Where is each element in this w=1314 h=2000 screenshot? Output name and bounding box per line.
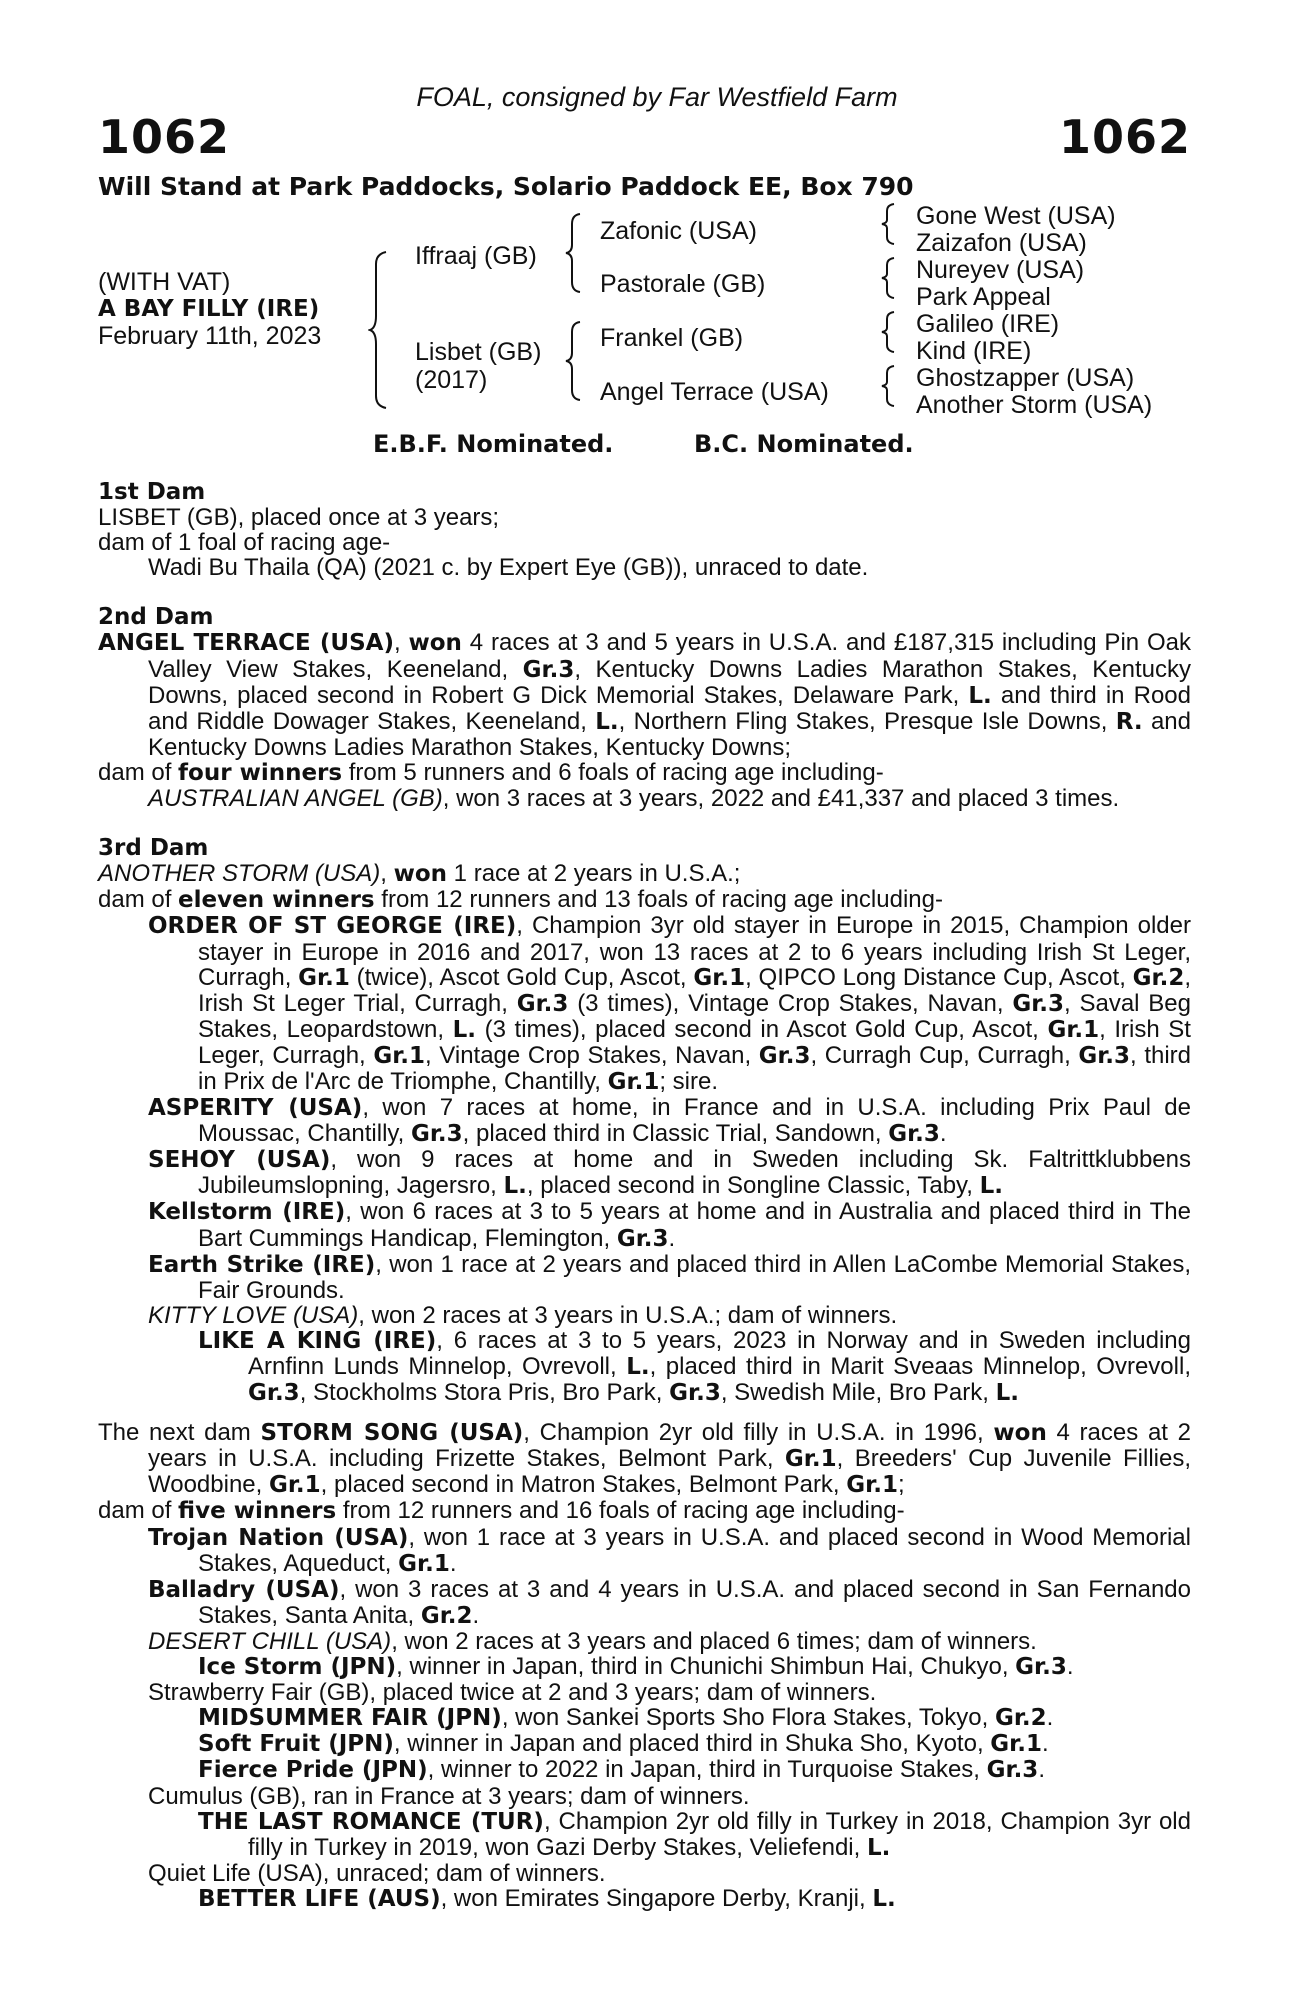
text-run: , winner in Japan and placed third in Shuka Sho, Kyoto, xyxy=(393,1730,991,1758)
second-dam-produce xyxy=(98,786,1191,811)
text-run: ; sire. xyxy=(659,1067,719,1095)
bold-text-run: Kellstorm (IRE) xyxy=(148,1199,346,1226)
bold-text-run: L. xyxy=(979,1173,1004,1200)
bold-text-run: Gr.2 xyxy=(420,1602,473,1629)
text-run: , Irish St Leger, Curragh, xyxy=(198,1015,1191,1069)
pedigree-dam-sire: Frankel (GB) xyxy=(600,324,744,352)
text-run: , won 3 races at 3 years, 2022 and £41,337 and placed 3 times. xyxy=(442,785,1120,813)
record-paragraph xyxy=(98,1303,1191,1328)
record-paragraph xyxy=(98,1654,1191,1680)
bold-text-run: ANGEL TERRACE (USA) xyxy=(98,630,394,657)
record-paragraph xyxy=(98,913,1191,1095)
pedigree-ggd-2: Park Appeal xyxy=(916,283,1051,311)
lot-number-right: 1062 xyxy=(1058,110,1191,164)
bold-text-run: Ice Storm (JPN) xyxy=(198,1654,397,1681)
record-paragraph xyxy=(98,1525,1191,1577)
bold-text-run: Gr.3 xyxy=(522,656,575,683)
text-run: Quiet Life (USA), unraced; dam of winners. xyxy=(148,1859,606,1887)
text-run: 4 races at 2 years in U.S.A. including Frizette Stakes, Belmont Park, xyxy=(148,1419,1191,1473)
bold-text-run: Soft Fruit (JPN) xyxy=(198,1731,394,1758)
first-dam-line: LISBET (GB), placed once at 3 years; xyxy=(98,504,500,532)
italic-text-run: ANOTHER STORM (USA) xyxy=(98,860,381,888)
text-run: , xyxy=(380,860,394,888)
consignment-line: FOAL, consigned by Far Westfield Farm xyxy=(416,82,898,112)
brace-angel-terrace xyxy=(880,364,898,408)
text-run: , Irish St Leger Trial, Curragh, xyxy=(198,963,1192,1017)
bold-text-run: Gr.1 xyxy=(1047,1016,1100,1043)
record-paragraph xyxy=(98,1199,1191,1251)
bold-text-run: Gr.3 xyxy=(1078,1042,1131,1069)
bold-text-run: L. xyxy=(452,1016,477,1043)
bold-text-run: LIKE A KING (IRE) xyxy=(198,1327,437,1354)
text-run: The next dam xyxy=(98,1419,261,1447)
text-run: dam of xyxy=(98,1497,179,1525)
bold-text-run: Gr.3 xyxy=(1015,1654,1067,1681)
brace-dam-parents xyxy=(564,320,584,402)
text-run: 1 race at 2 years in U.S.A.; xyxy=(447,860,741,888)
text-run: , won Sankei Sports Sho Flora Stakes, Tokyo, xyxy=(501,1704,995,1732)
text-run: from 12 runners and 13 foals of racing age including- xyxy=(374,886,943,914)
record-paragraph xyxy=(98,1705,1191,1731)
bold-text-run: Gr.3 xyxy=(248,1380,300,1407)
text-run: , won 9 races at home and in Sweden including Sk. Faltrittklubbens Jubileumslopning, Jagersro, xyxy=(198,1146,1191,1200)
bold-text-run: won xyxy=(993,1420,1047,1447)
italic-text-run: KITTY LOVE (USA) xyxy=(148,1301,359,1329)
text-run: , won 1 race at 3 years in U.S.A. and placed second in Wood Memorial Stakes, Aqueduct, xyxy=(198,1523,1191,1577)
italic-text-run: DESERT CHILL (USA) xyxy=(148,1627,392,1655)
text-run: ; xyxy=(897,1471,905,1499)
bold-text-run: Earth Strike (IRE) xyxy=(148,1251,376,1278)
pedigree-ggs-3: Galileo (IRE) xyxy=(916,310,1060,338)
text-run: , winner in Japan, third in Chunichi Shimbun Hai, Chukyo, xyxy=(396,1653,1016,1681)
text-run: . xyxy=(1046,1704,1054,1732)
third-dam-heading: 3rd Dam xyxy=(98,835,209,862)
text-run: , Breeders' Cup Juvenile Fillies, Woodbine, xyxy=(148,1445,1191,1499)
record-paragraph xyxy=(98,1252,1191,1303)
second-dam-heading: 2nd Dam xyxy=(98,604,214,631)
bold-text-run: Gr.2 xyxy=(1132,964,1185,991)
bold-text-run: Gr.3 xyxy=(758,1042,811,1069)
bold-text-run: Gr.1 xyxy=(298,964,350,991)
text-run: . xyxy=(449,1549,457,1577)
bold-text-run: Gr.1 xyxy=(373,1042,426,1069)
text-run: , won 3 races at 3 and 4 years in U.S.A. and placed second in San Fernando Stakes, Santa Anita, xyxy=(198,1575,1191,1629)
text-run: from 5 runners and 6 foals of racing age including- xyxy=(342,758,884,786)
text-run: , Swedish Mile, Bro Park, xyxy=(720,1379,996,1407)
text-run: , won 1 race at 2 years and placed third in Allen LaCombe Memorial Stakes, Fair Grounds. xyxy=(198,1250,1191,1304)
text-run: , Champion 2yr old filly in Turkey in 2018, Champion 3yr old filly in Turkey in 2019, won Gazi Derby Stakes, Veliefendi, xyxy=(248,1807,1191,1861)
text-run: , Stockholms Stora Pris, Bro Park, xyxy=(299,1379,670,1407)
text-run: (3 times), Vintage Crop Stakes, Navan, xyxy=(568,989,1013,1017)
text-run: , won Emirates Singapore Derby, Kranji, xyxy=(440,1884,873,1912)
ebf-nomination: E.B.F. Nominated. xyxy=(373,430,614,458)
pedigree-dam-year: (2017) xyxy=(415,366,488,394)
record-paragraph xyxy=(98,1420,1191,1498)
text-run: , Kentucky Downs Ladies Marathon Stakes, Kentucky Downs, placed second in Robert G Dick Memorial Stakes, Delaware Park, xyxy=(148,655,1191,709)
bold-text-run: Gr.1 xyxy=(607,1068,660,1095)
record-paragraph xyxy=(98,1757,1191,1783)
text-run: (twice), Ascot Gold Cup, Ascot, xyxy=(349,963,694,991)
text-run: , won 6 races at 3 to 5 years at home and in Australia and placed third in The Bart Cummings Handicap, Flemington, xyxy=(198,1198,1192,1252)
text-run: (3 times), placed second in Ascot Gold Cup, Ascot, xyxy=(476,1015,1048,1043)
bold-text-run: R. xyxy=(1115,708,1143,735)
second-dam-record xyxy=(98,630,1191,759)
text-run: from 12 runners and 16 foals of racing age including- xyxy=(336,1497,905,1525)
record-paragraph xyxy=(98,1629,1191,1654)
record-paragraph xyxy=(98,1680,1191,1705)
text-run: , Saval Beg Stakes, Leopardstown, xyxy=(198,989,1191,1043)
brace-frankel xyxy=(880,310,898,354)
text-run: , won 2 races at 3 years and placed 6 times; dam of winners. xyxy=(391,1627,1037,1655)
bold-text-run: Balladry (USA) xyxy=(148,1576,340,1603)
text-run: . xyxy=(668,1224,676,1252)
record-paragraph xyxy=(98,1498,1191,1524)
vat-note: (WITH VAT) xyxy=(98,268,231,296)
text-run: , winner to 2022 in Japan, third in Turquoise Stakes, xyxy=(427,1756,987,1784)
text-run: , Vintage Crop Stakes, Navan, xyxy=(425,1041,759,1069)
next-dam-paragraphs xyxy=(98,1420,1191,1912)
stand-location: Will Stand at Park Paddocks, Solario Paddock EE, Box 790 xyxy=(98,172,914,201)
brace-zafonic xyxy=(880,202,898,246)
text-run: , won 2 races at 3 years in U.S.A.; dam of winners. xyxy=(358,1301,898,1329)
text-run: , xyxy=(393,629,409,657)
text-run: dam of xyxy=(98,758,179,786)
text-run: Cumulus (GB), ran in France at 3 years; dam of winners. xyxy=(148,1782,750,1810)
bold-text-run: Trojan Nation (USA) xyxy=(148,1524,409,1551)
pedigree-sire-dam: Pastorale (GB) xyxy=(600,270,766,298)
record-paragraph xyxy=(98,1784,1191,1809)
record-paragraph xyxy=(98,1577,1191,1629)
pedigree-ggd-4: Another Storm (USA) xyxy=(916,391,1153,419)
pedigree-ggd-1: Zaizafon (USA) xyxy=(916,229,1087,257)
text-run: 4 races at 3 and 5 years in U.S.A. and £187,315 including Pin Oak Valley View Stakes, Keeneland, xyxy=(148,629,1191,683)
bold-text-run: ASPERITY (USA) xyxy=(148,1095,363,1122)
text-run: . xyxy=(472,1601,480,1629)
record-paragraph xyxy=(98,1861,1191,1886)
bold-text-run: ORDER OF ST GEORGE (IRE) xyxy=(148,913,517,940)
bold-text-run: Gr.3 xyxy=(669,1380,721,1407)
record-paragraph xyxy=(98,861,1191,887)
text-run: , QIPCO Long Distance Cup, Ascot, xyxy=(745,963,1133,991)
second-dam-summary xyxy=(98,760,1191,786)
bold-text-run: Gr.1 xyxy=(990,1731,1042,1758)
text-run: , won 7 races at home, in France and in U.S.A. including Prix Paul de Moussac, Chantilly, xyxy=(198,1094,1191,1148)
bold-text-run: Gr.3 xyxy=(888,1121,940,1148)
bold-text-run: Gr.1 xyxy=(846,1472,898,1499)
pedigree-ggs-2: Nureyev (USA) xyxy=(916,256,1085,284)
text-run: , Champion 3yr old stayer in Europe in 2015, Champion older stayer in Europe in 2016 and 2017, won 13 races at 2 to 6 years including Irish St Leger, Curragh, xyxy=(198,912,1191,991)
text-run: , placed third in Marit Sveaas Minnelop, Ovrevoll, xyxy=(649,1353,1191,1380)
bold-text-run: won xyxy=(393,861,448,888)
text-run: and Kentucky Downs Ladies Marathon Stakes, Kentucky Downs; xyxy=(148,707,1191,761)
bold-text-run: Gr.1 xyxy=(268,1472,321,1499)
pedigree-ggs-1: Gone West (USA) xyxy=(916,202,1116,230)
bold-text-run: L. xyxy=(626,1354,650,1380)
italic-text-run: AUSTRALIAN ANGEL (GB) xyxy=(148,785,443,813)
pedigree-sire-sire: Zafonic (USA) xyxy=(600,217,757,245)
bold-text-run: L. xyxy=(995,1380,1019,1407)
first-dam-heading: 1st Dam xyxy=(98,479,206,505)
text-run: , placed second in Songline Classic, Taby, xyxy=(526,1172,980,1200)
first-dam-produce: Wadi Bu Thaila (QA) (2021 c. by Expert Eye (GB)), unraced to date. xyxy=(148,554,869,582)
record-paragraph xyxy=(98,1328,1191,1406)
bold-text-run: Gr.2 xyxy=(994,1705,1047,1732)
bold-text-run: L. xyxy=(872,1885,896,1912)
bold-text-run: eleven winners xyxy=(178,887,375,914)
pedigree-sire: Iffraaj (GB) xyxy=(415,242,537,270)
bold-text-run: Gr.1 xyxy=(398,1550,450,1577)
text-run: Strawberry Fair (GB), placed twice at 2 and 3 years; dam of winners. xyxy=(148,1679,877,1707)
bold-text-run: MIDSUMMER FAIR (JPN) xyxy=(198,1705,502,1732)
bold-text-run: five winners xyxy=(178,1498,337,1525)
pedigree-dam: Lisbet (GB) xyxy=(415,338,542,366)
record-paragraph xyxy=(98,887,1191,913)
text-run: , placed second in Matron Stakes, Belmont Park, xyxy=(320,1471,847,1499)
pedigree-ggd-3: Kind (IRE) xyxy=(916,337,1032,365)
bold-text-run: Gr.3 xyxy=(410,1121,463,1148)
bold-text-run: L. xyxy=(503,1173,527,1200)
bold-text-run: L. xyxy=(968,682,992,709)
text-run: , Northern Fling Stakes, Presque Isle Downs, xyxy=(618,707,1116,735)
text-run: , 6 races at 3 to 5 years, 2023 in Norway and in Sweden including Arnfinn Lunds Minnelop, Ovrevoll, xyxy=(248,1326,1191,1380)
bold-text-run: four winners xyxy=(178,759,343,786)
first-dam-foals: dam of 1 foal of racing age- xyxy=(98,529,391,557)
bold-text-run: BETTER LIFE (AUS) xyxy=(198,1885,441,1912)
record-paragraph xyxy=(98,1095,1191,1147)
text-run: . xyxy=(1038,1756,1045,1784)
text-run: . xyxy=(1041,1730,1049,1758)
bold-text-run: Gr.3 xyxy=(1012,990,1065,1017)
bold-text-run: won xyxy=(408,630,462,657)
lot-number-left: 1062 xyxy=(98,110,231,164)
pedigree-dam-dam: Angel Terrace (USA) xyxy=(600,378,829,406)
record-paragraph xyxy=(98,1809,1191,1861)
brace-pastorale xyxy=(880,256,898,300)
produce-record xyxy=(98,480,1191,1912)
record-paragraph xyxy=(98,1731,1191,1757)
bold-text-run: Gr.3 xyxy=(616,1225,669,1252)
third-dam-paragraphs xyxy=(98,861,1191,1406)
text-run: and third in Rood and Riddle Dowager Stakes, Keeneland, xyxy=(148,681,1191,735)
bold-text-run: Gr.1 xyxy=(693,964,746,991)
bold-text-run: SEHOY (USA) xyxy=(148,1147,331,1174)
text-run: dam of xyxy=(98,886,179,914)
bold-text-run: Gr.3 xyxy=(516,990,569,1017)
brace-sire-parents xyxy=(564,212,584,294)
record-paragraph xyxy=(98,1886,1191,1912)
record-paragraph xyxy=(98,1147,1191,1199)
bold-text-run: Gr.1 xyxy=(784,1446,837,1473)
pedigree-ggs-4: Ghostzapper (USA) xyxy=(916,364,1135,392)
text-run: , Champion 2yr old filly in U.S.A. in 1996, xyxy=(523,1419,994,1447)
text-run: . xyxy=(1066,1653,1074,1681)
text-run: . xyxy=(939,1120,947,1148)
text-run: , Curragh Cup, Curragh, xyxy=(810,1041,1079,1069)
bold-text-run: Gr.3 xyxy=(986,1757,1039,1784)
foaling-date: February 11th, 2023 xyxy=(98,322,322,350)
bold-text-run: STORM SONG (USA) xyxy=(260,1420,524,1447)
bold-text-run: Fierce Pride (JPN) xyxy=(198,1757,428,1784)
bold-text-run: THE LAST ROMANCE (TUR) xyxy=(198,1808,544,1835)
bold-text-run: L. xyxy=(866,1834,891,1861)
bold-text-run: L. xyxy=(595,708,619,735)
text-run: , placed third in Classic Trial, Sandown, xyxy=(462,1120,889,1148)
horse-name: A BAY FILLY (IRE) xyxy=(98,296,320,322)
brace-generation-1 xyxy=(368,250,390,410)
bc-nomination: B.C. Nominated. xyxy=(694,430,914,458)
text-run: , third in Prix de l'Arc de Triomphe, Chantilly, xyxy=(198,1041,1192,1095)
